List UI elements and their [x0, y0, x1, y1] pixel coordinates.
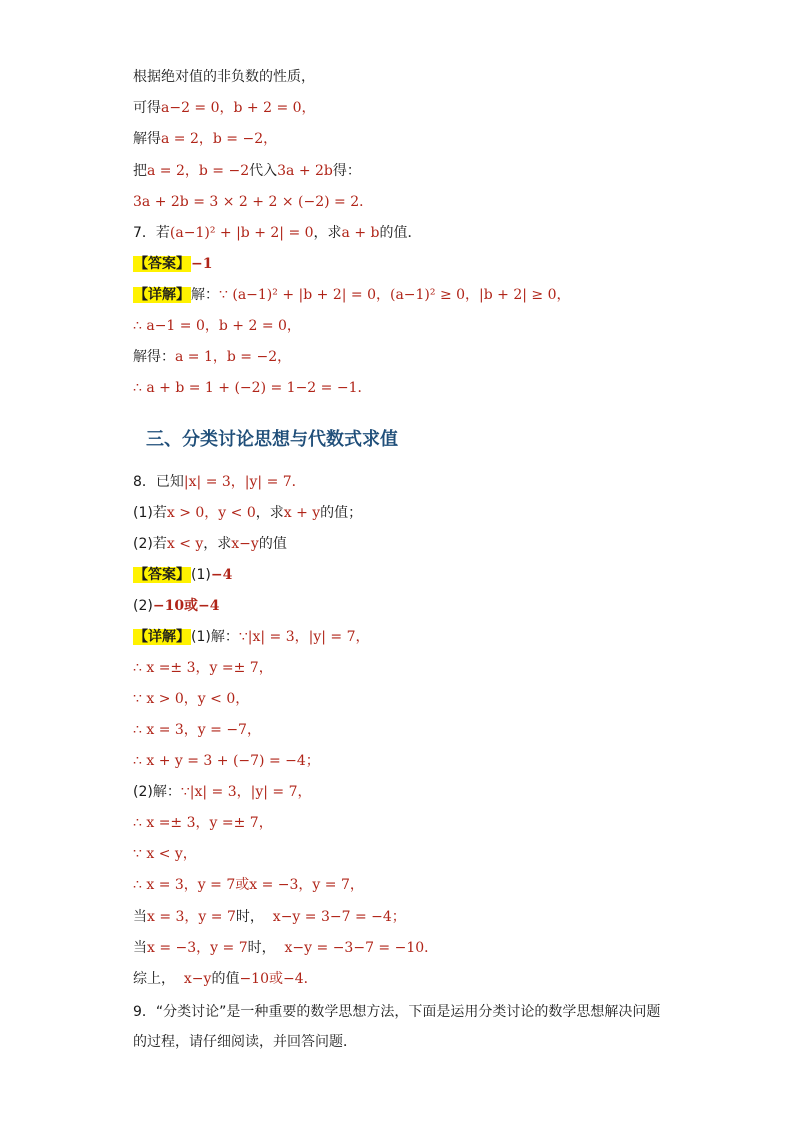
detail-7: 【详解】解：∵ (a−1)² + |b + 2| = 0，(a−1)² ≥ 0，|b + 2| ≥ 0， [134, 287, 571, 303]
text-line: ∴ x = 3，y = 7或x = −3，y = 7， [133, 877, 364, 893]
answer-8: 【答案】(1)−4 [134, 567, 233, 583]
text-line: ∵ x > 0，y < 0， [133, 691, 250, 707]
text-line: 当x = −3，y = 7时， x−y = −3−7 = −10． [133, 940, 439, 956]
answer-tag: 【答案】 [134, 256, 190, 272]
text-line: ∴ x + y = 3 + (−7) = −4； [133, 753, 320, 769]
question-7: 7．若(a−1)² + |b + 2| = 0，求a + b的值． [133, 225, 422, 241]
section-heading: 三、分类讨论思想与代数式求值 [146, 429, 398, 450]
text-line: ∴ a + b = 1 + (−2) = 1−2 = −1． [133, 380, 372, 396]
text-line: ∴ x =± 3，y =± 7， [133, 815, 273, 831]
answer-tag: 【答案】 [134, 567, 190, 583]
text-line: 把a = 2，b = −2代入3a + 2b得： [133, 163, 361, 179]
question-9: 9．“分类讨论”是一种重要的数学思想方法，下面是运用分类讨论的数学思想解决问题的过程，请仔细阅读，并回答问题． [133, 1004, 661, 1050]
answer-7: 【答案】−1 [134, 256, 213, 272]
text-line: 3a + 2b = 3 × 2 + 2 × (−2) = 2． [133, 194, 374, 210]
detail-8: 【详解】(1)解：∵|x| = 3，|y| = 7， [134, 629, 370, 645]
text-line: 解得a = 2，b = −2， [133, 131, 278, 147]
detail-tag: 【详解】 [134, 287, 190, 303]
text-line: ∴ x =± 3，y =± 7， [133, 660, 273, 676]
detail-tag: 【详解】 [134, 629, 190, 645]
text-line: ∴ a−1 = 0，b + 2 = 0， [133, 318, 301, 334]
text-line: ∵ x < y， [133, 846, 197, 862]
text-line: ∴ x = 3，y = −7， [133, 722, 261, 738]
question-8-part-2: (2)若x < y，求x−y的值 [133, 536, 287, 552]
answer-8-part-2: (2)−10或−4 [133, 598, 220, 614]
text-line: 综上， x−y的值−10或−4． [133, 971, 318, 987]
text-line: 解得：a = 1，b = −2， [133, 349, 292, 365]
text-line: (2)解：∵|x| = 3，|y| = 7， [133, 784, 312, 800]
text-line: 根据绝对值的非负数的性质， [133, 69, 315, 85]
text-line: 当x = 3，y = 7时， x−y = 3−7 = −4； [133, 909, 406, 925]
question-8: 8．已知|x| = 3，|y| = 7． [133, 474, 306, 490]
question-8-part-1: (1)若x > 0，y < 0，求x + y的值； [133, 505, 363, 521]
text-line: 可得a−2 = 0，b + 2 = 0， [133, 100, 316, 116]
